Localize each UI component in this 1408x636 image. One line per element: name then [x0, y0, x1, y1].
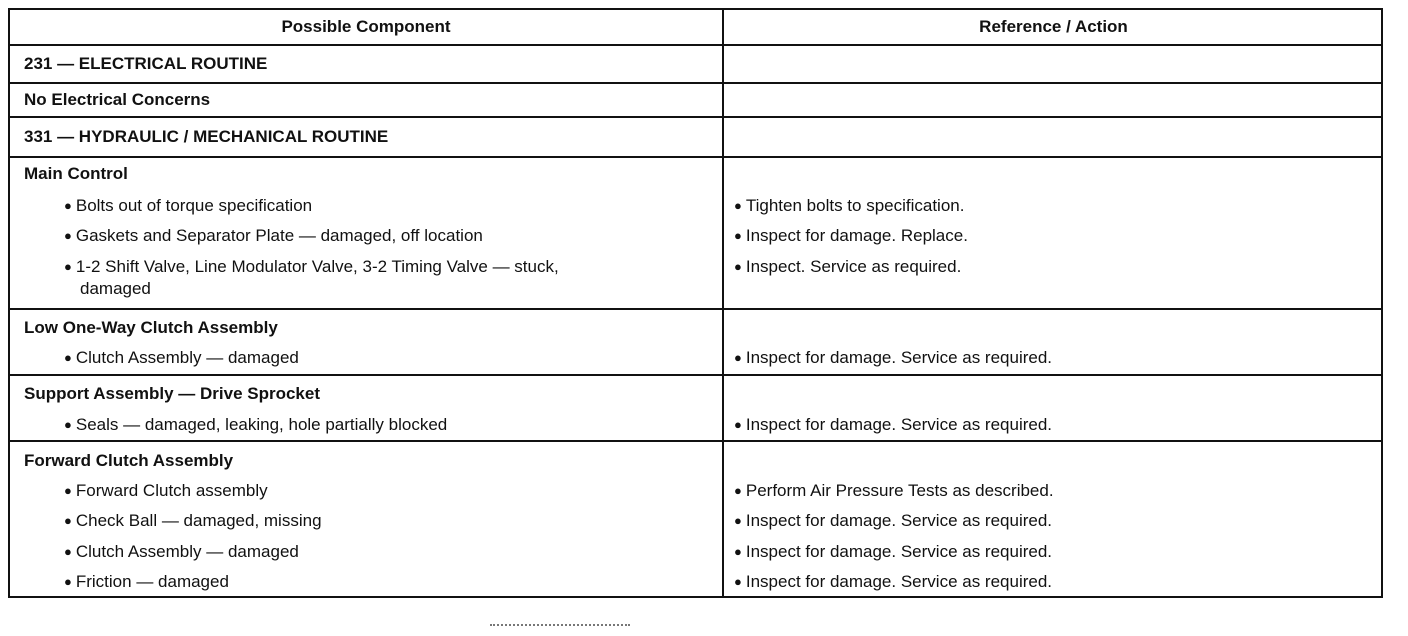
component-item: ● Gaskets and Separator Plate — damaged, off location: [24, 226, 483, 247]
component-item-continuation: damaged: [80, 279, 151, 298]
table-row: [10, 308, 1381, 374]
table-row: [10, 82, 1381, 116]
header-possible-component: Possible Component: [281, 17, 451, 36]
component-item: ● Bolts out of torque specification: [24, 196, 312, 217]
page-footer-mark: [490, 624, 630, 629]
section-title: Low One-Way Clutch Assembly: [24, 318, 278, 337]
component-item: ● Seals — damaged, leaking, hole partially blocked: [24, 415, 447, 436]
action-item: ● Inspect for damage. Replace.: [734, 226, 968, 247]
table-row: [10, 374, 1381, 440]
section-title: Main Control: [24, 164, 128, 183]
table-row: [10, 440, 1381, 598]
table-row: [10, 44, 1381, 82]
component-item: ● Clutch Assembly — damaged: [24, 542, 299, 563]
table-row: [10, 156, 1381, 308]
section-title: No Electrical Concerns: [24, 90, 211, 109]
diagnostic-table: [8, 8, 1383, 598]
component-item: ● Forward Clutch assembly: [24, 481, 268, 502]
action-item: ● Tighten bolts to specification.: [734, 196, 964, 217]
header-reference-action: Reference / Action: [979, 17, 1128, 36]
component-item: ● Friction — damaged: [24, 572, 229, 593]
action-item: ● Inspect for damage. Service as required.: [734, 511, 1052, 532]
action-item: ● Inspect for damage. Service as required.: [734, 348, 1052, 369]
section-title: Support Assembly — Drive Sprocket: [24, 384, 321, 403]
section-title: 231 — ELECTRICAL ROUTINE: [24, 54, 268, 73]
action-item: ● Perform Air Pressure Tests as described.: [734, 481, 1054, 502]
component-item: ● Clutch Assembly — damaged: [24, 348, 299, 369]
action-item: ● Inspect. Service as required.: [734, 257, 961, 278]
action-item: ● Inspect for damage. Service as required.: [734, 572, 1052, 593]
section-title: 331 — HYDRAULIC / MECHANICAL ROUTINE: [24, 127, 389, 146]
action-item: ● Inspect for damage. Service as required.: [734, 542, 1052, 563]
section-title: Forward Clutch Assembly: [24, 451, 234, 470]
table-row: [10, 116, 1381, 156]
action-item: ● Inspect for damage. Service as required.: [734, 415, 1052, 436]
component-item: ● Check Ball — damaged, missing: [24, 511, 322, 532]
component-item: ● 1-2 Shift Valve, Line Modulator Valve, 3-2 Timing Valve — stuck,: [24, 257, 559, 278]
